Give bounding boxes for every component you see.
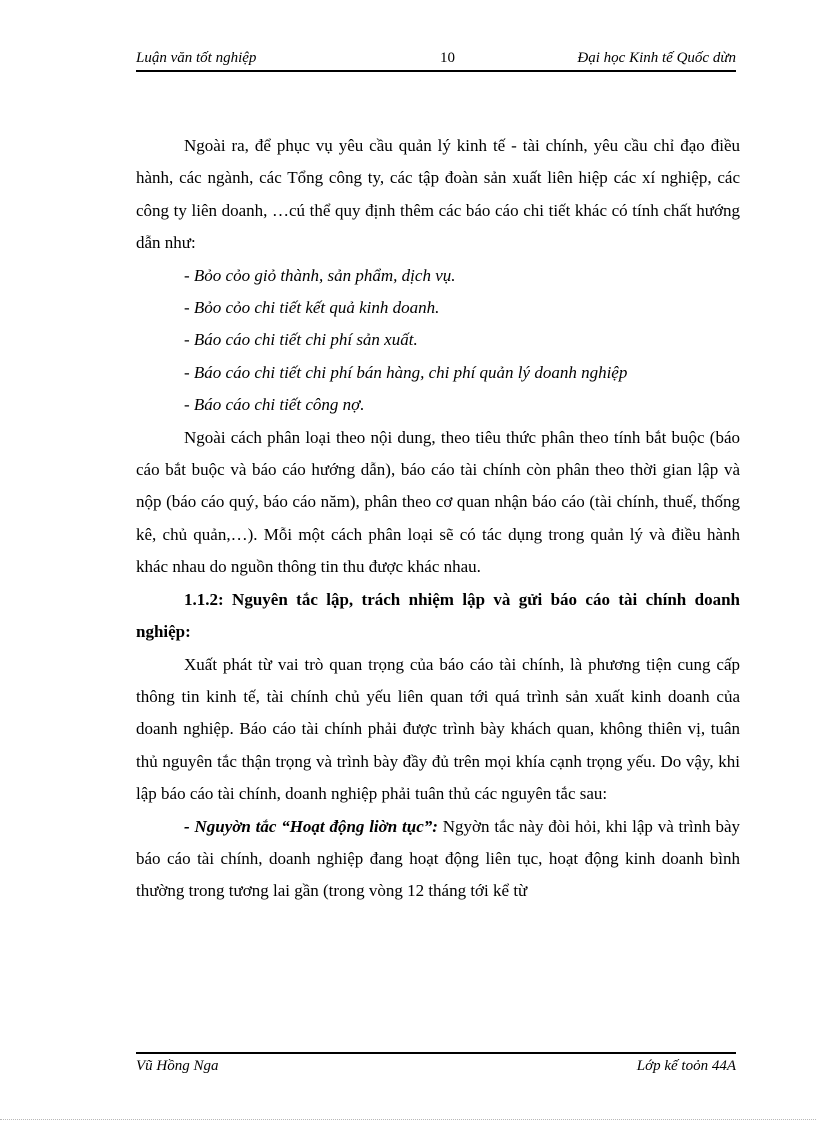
list-item-production-cost-report: - Báo cáo chi tiết chi phí sản xuất.: [184, 330, 418, 350]
page-footer: [136, 1052, 736, 1078]
header-thesis-title: Luận văn tốt nghiệp: [136, 50, 257, 66]
list-item-business-result-report: - Bỏo cỏo chi tiết kết quả kinh doanh.: [184, 298, 440, 318]
paragraph-additional-reports: Ngoài ra, để phục vụ yêu cầu quản lý kinh tế - tài chính, yêu cầu chỉ đạo điều hành, các ngành, các Tổng công ty, các tập đoàn sản xuất liên hiệp các xí nghiệp, các công ty liên doanh, …cú thể quy định thêm các báo cáo chi tiết khác có tính chất hướng dẫn như:: [136, 136, 740, 253]
section-heading-1-1-2: 1.1.2: Nguyên tắc lập, trách nhiệm lập và gửi báo cáo tài chính doanh nghiệp:: [136, 589, 740, 642]
page-header: [136, 48, 736, 72]
list-item-debt-report: - Báo cáo chi tiết công nợ.: [184, 395, 365, 415]
paragraph-going-concern: [136, 811, 740, 908]
going-concern-label: - Nguyờn tắc “Hoạt động liờn tục”:: [184, 816, 438, 836]
list-item-cost-report: - Bỏo cỏo giỏ thành, sản phẩm, dịch vụ.: [184, 265, 456, 285]
paragraph-classification: Ngoài cách phân loại theo nội dung, theo tiêu thức phân theo tính bắt buộc (báo cáo bắt buộc và báo cáo hướng dẫn), báo cáo tài chính còn phân theo thời gian lập và nộp (báo cáo quý, báo cáo năm), phân theo cơ quan nhận báo cáo (tài chính, thuế, thống kê, chủ quản,…). Mỗi một cách phân loại sẽ có tác dụng trong quản lý và điều hành khác nhau do nguồn thông tin thu được khác nhau.: [136, 427, 740, 577]
footer-author: Vũ Hồng Nga: [136, 1058, 219, 1074]
page-edge-divider: [0, 1119, 816, 1120]
footer-class: Lớp kế toỏn 44A: [636, 1058, 736, 1074]
page-body: [136, 130, 740, 908]
going-concern-text: Ngyờn tắc này đòi hỏi, khi lập và trình bày báo cáo tài chính, doanh nghiệp đang hoạt động liên tục, hoạt động kinh doanh bình thường trong tương lai gần (trong vòng 12 tháng tới kể từ: [136, 816, 741, 901]
header-page-number: 10: [440, 50, 455, 66]
paragraph-principles-intro: Xuất phát từ vai trò quan trọng của báo cáo tài chính, là phương tiện cung cấp thông tin kinh tế, tài chính chủ yếu liên quan tới quá trình sản xuất kinh doanh của doanh nghiệp. Báo cáo tài chính phải được trình bày khách quan, không thiên vị, tuân thủ nguyên tắc thận trọng và trình bày đầy đủ trên mọi khía cạnh trọng yếu. Do vậy, khi lập báo cáo tài chính, doanh nghiệp phải tuân thủ các nguyên tắc sau:: [136, 654, 740, 804]
list-item-sales-admin-cost-report: - Báo cáo chi tiết chi phí bán hàng, chi phí quản lý doanh nghiệp: [184, 362, 628, 382]
header-university: Đại học Kinh tế Quốc dừn: [577, 50, 736, 66]
